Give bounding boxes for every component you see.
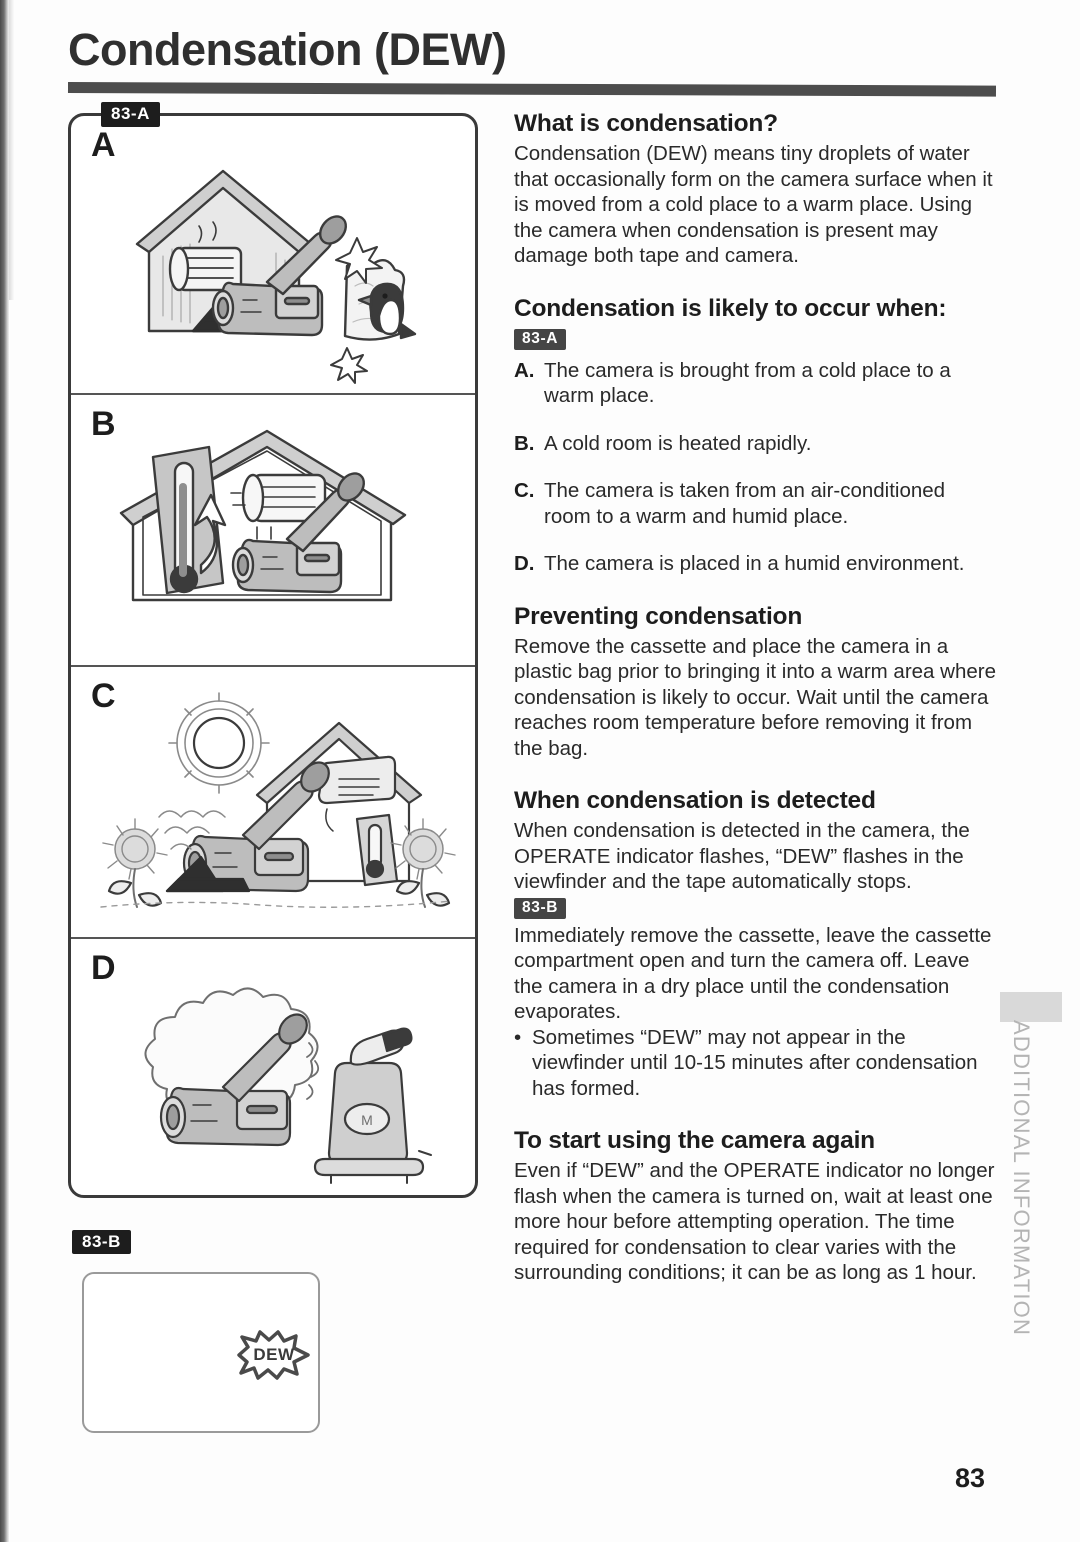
- figure-panel-b: [71, 395, 475, 665]
- paragraph-what-is-condensation: Condensation (DEW) means tiny droplets of water that occasionally form on the camera surface when it is moved from a cold place to a warm place. Using the camera when condensation is present may damage both tape and camera.: [514, 142, 993, 267]
- list-item: [514, 358, 996, 409]
- list-item-text: A cold room is heated rapidly.: [544, 431, 812, 455]
- list-item-text: The camera is taken from an air-conditioned room to a warm and humid place.: [544, 479, 946, 528]
- panel-d-illustration: [71, 939, 475, 1195]
- paragraph-when-detected-2: Immediately remove the cassette, leave the cassette compartment open and turn the camera off. Leave the camera in a dry place until the condensation evaporates.: [514, 923, 992, 1023]
- page-title: Condensation (DEW): [68, 24, 507, 75]
- svg-text:M: M: [361, 1112, 373, 1128]
- list-item-text: The camera is brought from a cold place to a warm place.: [544, 358, 951, 407]
- paragraph-start-using-again: Even if “DEW” and the OPERATE indicator no longer flash when the camera is turned on, wait at least one more hour before attempting operation. The time required for condensation to clear varies with the surrounding conditions; it can be as long as 1 hour.: [514, 1159, 995, 1284]
- figure-panel-d: [71, 939, 475, 1195]
- panel-c-illustration: [71, 667, 475, 937]
- page-binding-edge: [0, 0, 9, 1542]
- page-number: 83: [955, 1463, 986, 1493]
- heading-start-using-again: To start using the camera again: [514, 1127, 875, 1154]
- dew-starburst: [234, 1329, 314, 1381]
- viewfinder-figure: [82, 1272, 320, 1433]
- list-item-text: The camera is placed in a humid environment.: [544, 552, 965, 575]
- heading-preventing-condensation: Preventing condensation: [514, 602, 803, 630]
- paragraph-preventing-condensation: Remove the cassette and place the camera in a plastic bag prior to bringing it into a warm area where condensation is likely to occur. Wait until the camera reaches room temperature before removing it from the bag.: [514, 634, 996, 760]
- inline-tag-83a: 83-A: [514, 329, 566, 350]
- panel-a-illustration: [71, 116, 475, 393]
- note-bullet-dew-delay: [514, 1025, 996, 1102]
- panel-letter-c: C: [91, 677, 116, 715]
- side-tab-marker: [1000, 992, 1062, 1022]
- list-item: [514, 551, 996, 577]
- figure-tag-83b: 83-B: [72, 1230, 131, 1254]
- list-item: [514, 431, 996, 457]
- heading-likely-to-occur: Condensation is likely to occur when:: [514, 294, 947, 322]
- panel-letter-d: D: [91, 949, 116, 987]
- figure-tag-83a: 83-A: [101, 102, 160, 127]
- list-item-label: D.: [514, 552, 535, 575]
- heading-when-detected: When condensation is detected: [514, 787, 876, 814]
- figure-panel-c: [71, 667, 475, 937]
- list-item-label: B.: [514, 431, 535, 455]
- panel-letter-b: B: [91, 405, 116, 443]
- bullet-point-icon: •: [514, 1025, 522, 1049]
- side-tab-label: ADDITIONAL INFORMATION: [1009, 1020, 1034, 1337]
- note-bullet-text: Sometimes “DEW” may not appear in the viewfinder until 10-15 minutes after condensation has formed.: [532, 1025, 978, 1100]
- list-item: [514, 478, 996, 529]
- condensation-causes-list: [514, 358, 996, 577]
- title-rule: [68, 82, 996, 97]
- list-item-label: C.: [514, 479, 535, 502]
- page-binding-shadow: [9, 0, 14, 300]
- viewfinder-tag-wrap: [72, 1232, 131, 1252]
- panel-letter-a: A: [91, 126, 116, 164]
- inline-tag-83b: 83-B: [514, 898, 566, 919]
- panel-b-illustration: [71, 395, 475, 665]
- list-item-label: A.: [514, 358, 535, 382]
- article-text-column: [514, 110, 996, 1286]
- heading-what-is-condensation: What is condensation?: [514, 110, 778, 137]
- figure-panel-a: [71, 116, 475, 393]
- paragraph-when-detected: When condensation is detected in the camera, the OPERATE indicator flashes, “DEW” flashes in the viewfinder and the tape automatically stops.: [514, 819, 970, 893]
- dew-indicator-label: DEW: [253, 1345, 295, 1364]
- figure-panel-group: [68, 104, 478, 1198]
